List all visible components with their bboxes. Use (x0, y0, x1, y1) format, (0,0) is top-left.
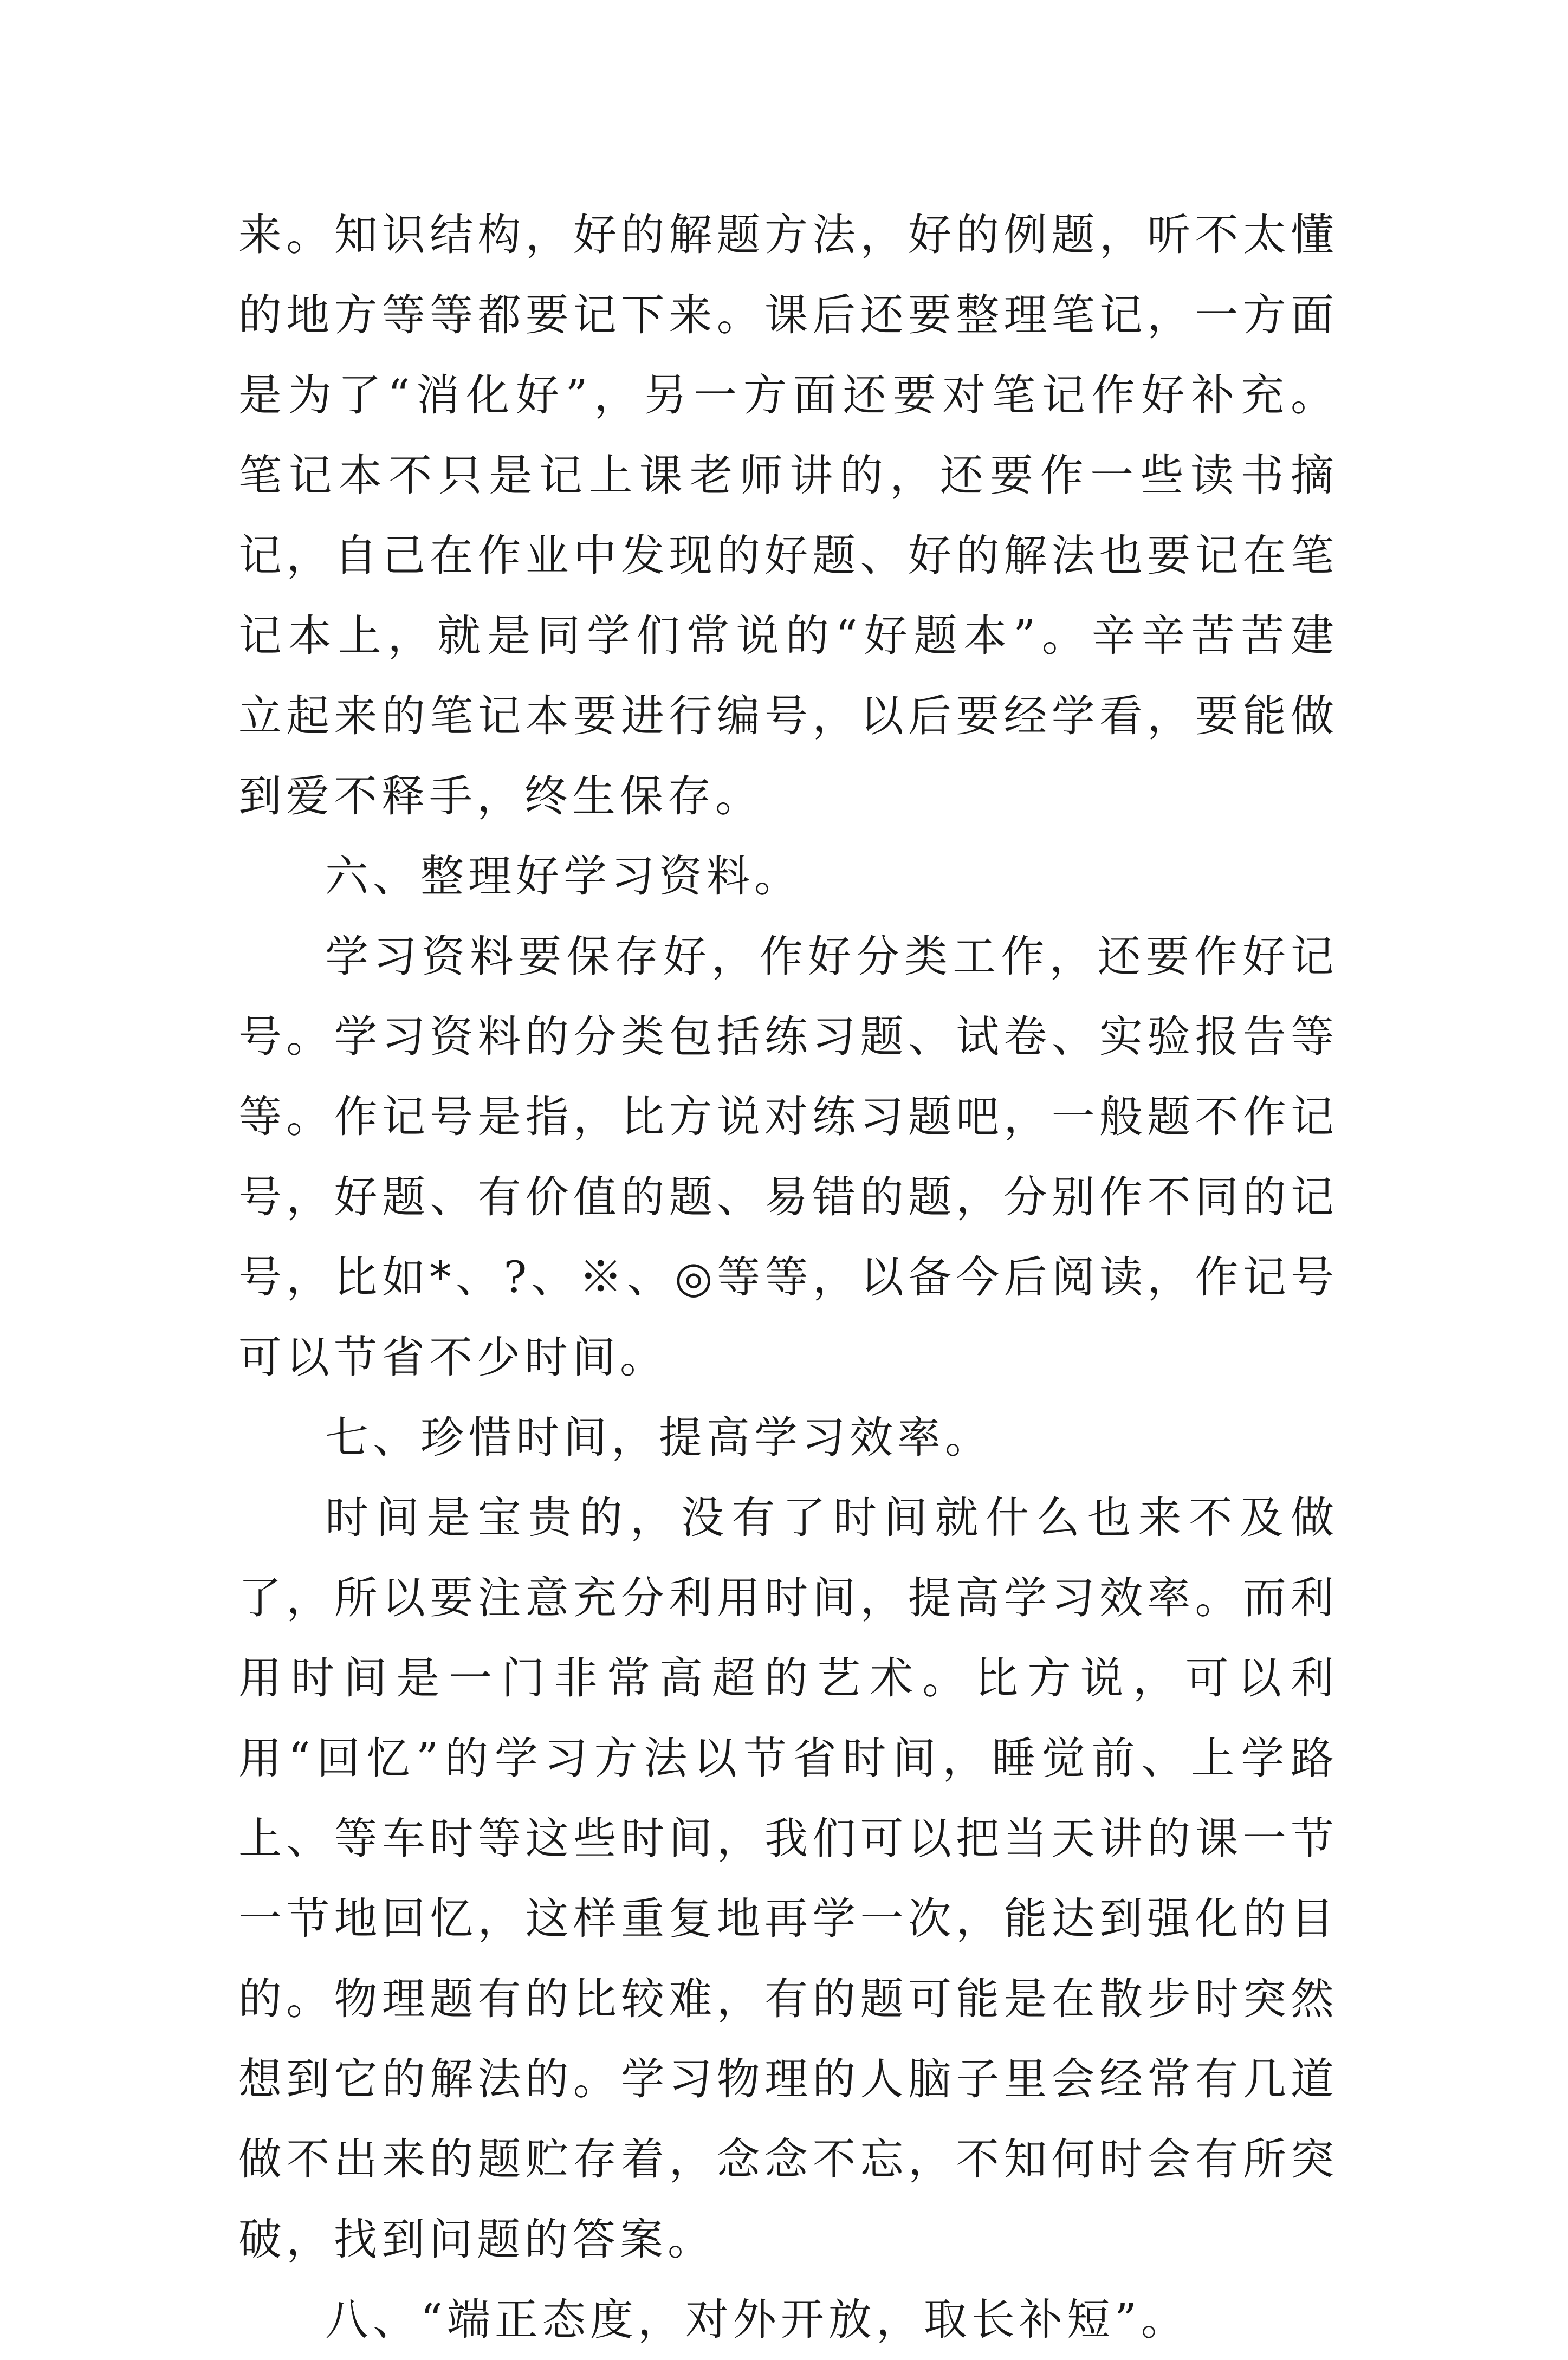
section-heading-eight: 八、“端正态度，对外开放，取长补短”。 (325, 2294, 1189, 2345)
section-heading-six: 六、整理好学习资料。 (325, 851, 802, 902)
body-paragraph-time: 时间是宝贵的，没有了时间就什么也来不及做了，所以要注意充分利用时间，提高学习效率。而利用时间是一门非常高超的艺术。比方说，可以利用“回忆”的学习方法以节省时间，睡觉前、上学路上、等车时等这些时间，我们可以把当天讲的课一节一节地回忆，这样重复地再学一次，能达到强化的目的。物理题有的比较难，有的题可能是在散步时突然想到它的解法的。学习物理的人脑子里会经常有几道做不出来的题贮存着，念念不忘，不知何时会有所突破，找到问题的答案。 (238, 1493, 1338, 2265)
body-paragraph-notes: 来。知识结构，好的解题方法，好的例题，听不太懂的地方等等都要记下来。课后还要整理笔记，一方面是为了“消化好”，另一方面还要对笔记作好补充。笔记本不只是记上课老师讲的，还要作一些读书摘记，自己在作业中发现的好题、好的解法也要记在笔记本上，就是同学们常说的“好题本”。辛辛苦苦建立起来的笔记本要进行编号，以后要经学看，要能做到爱不释手，终生保存。 (238, 210, 1338, 821)
body-paragraph-materials: 学习资料要保存好，作好分类工作，还要作好记号。学习资料的分类包括练习题、试卷、实验报告等等。作记号是指，比方说对练习题吧，一般题不作记号，好题、有价值的题、易错的题，分别作不同的记号，比如*、?、※、◎等等，以备今后阅读，作记号可以节省不少时间。 (238, 931, 1338, 1383)
section-heading-seven: 七、珍惜时间，提高学习效率。 (325, 1412, 993, 1463)
document-body (238, 195, 1338, 2360)
